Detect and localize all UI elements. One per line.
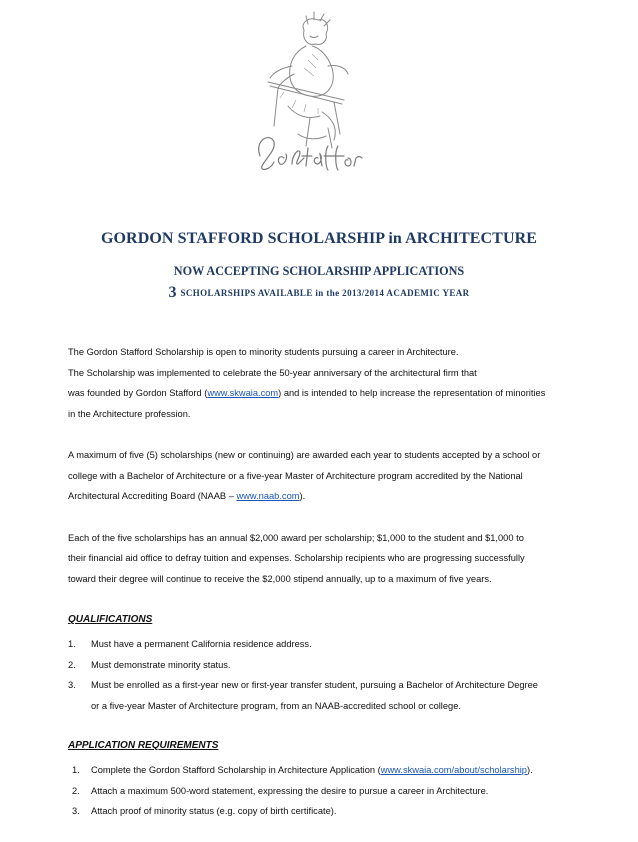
requirements-list [68, 760, 576, 822]
intro-paragraph [68, 342, 576, 424]
availability-line [0, 284, 638, 302]
page-subtitle: NOW ACCEPTING SCHOLARSHIP APPLICATIONS [173, 264, 465, 278]
list-item [68, 801, 576, 822]
list-item [68, 760, 576, 781]
list-item [68, 634, 576, 655]
award-paragraph [68, 528, 576, 590]
list-number: 3. [72, 806, 80, 816]
text-line: college with a Bachelor of Architecture or a five-year Master of Architecture program accredited by the National [68, 470, 523, 481]
list-item [68, 655, 576, 676]
list-text [91, 760, 576, 781]
document-body [68, 342, 576, 842]
qualifications-heading: QUALIFICATIONS [68, 614, 153, 625]
text-line: in the Architecture profession. [68, 408, 191, 419]
text-line: their financial aid office to defray tuition and expenses. Scholarship recipients who are progressing successfully [68, 553, 525, 563]
architect-sketch-illustration [248, 8, 368, 176]
text-segment: ) and is intended to help increase the representation of minorities [278, 388, 546, 398]
text-segment: ). [526, 765, 533, 775]
text-segment: Complete the Gordon Stafford Scholarship in Architecture Application ( [91, 765, 381, 775]
availability-number: 3 [168, 284, 177, 301]
scholarship-application-link[interactable]: www.skwaia.com/about/scholarship [380, 765, 527, 775]
qualifications-list [68, 634, 576, 716]
list-number: 3. [68, 680, 76, 690]
list-text [91, 675, 576, 716]
logo-signature-text: G. Stafford [308, 173, 313, 174]
text-segment: Architectural Accrediting Board (NAAB – [68, 491, 237, 501]
stafford-logo [248, 8, 368, 176]
list-number: 1. [68, 639, 76, 649]
availability-text: SCHOLARSHIPS AVAILABLE in the 2013/2014 ACADEMIC YEAR [180, 288, 470, 298]
text-line [68, 486, 576, 507]
list-number: 1. [72, 765, 80, 775]
text-line: or a five-year Master of Architecture program, from an NAAB-accredited school or college. [91, 700, 461, 711]
text-line: toward their degree will continue to receive the $2,000 stipend annually, up to a maximum of five years. [68, 573, 492, 584]
text-line: A maximum of five (5) scholarships (new or continuing) are awarded each year to students accepted by a school or [68, 450, 541, 460]
text-segment: ). [299, 491, 306, 501]
skwaia-link[interactable]: www.skwaia.com [207, 388, 279, 398]
list-text: Must demonstrate minority status. [91, 659, 231, 670]
text-line: The Scholarship was implemented to celebrate the 50-year anniversary of the architectural firm that [68, 367, 477, 378]
text-line: Must be enrolled as a first-year new or first-year transfer student, pursuing a Bachelor of Architecture Degree [91, 680, 538, 690]
naab-link[interactable]: www.naab.com [236, 491, 300, 501]
text-line: Each of the five scholarships has an annual $2,000 award per scholarship; $1,000 to the student and $1,000 to [68, 532, 524, 543]
list-number: 2. [72, 785, 80, 796]
list-text: Attach a maximum 500-word statement, expressing the desire to pursue a career in Architecture. [91, 785, 489, 796]
requirements-heading: APPLICATION REQUIREMENTS [68, 740, 219, 751]
list-item [68, 781, 576, 802]
list-item [68, 675, 576, 716]
text-line: The Gordon Stafford Scholarship is open to minority students pursuing a career in Architecture. [68, 347, 459, 357]
scholarship-count-paragraph [68, 445, 576, 507]
page-title: GORDON STAFFORD SCHOLARSHIP in ARCHITECTURE [100, 230, 538, 247]
list-text: Must have a permanent California residence address. [91, 639, 312, 649]
list-number: 2. [68, 659, 76, 670]
text-line [68, 383, 576, 404]
text-segment: was founded by Gordon Stafford ( [68, 388, 208, 398]
list-text: Attach proof of minority status (e.g. copy of birth certificate). [91, 806, 337, 816]
